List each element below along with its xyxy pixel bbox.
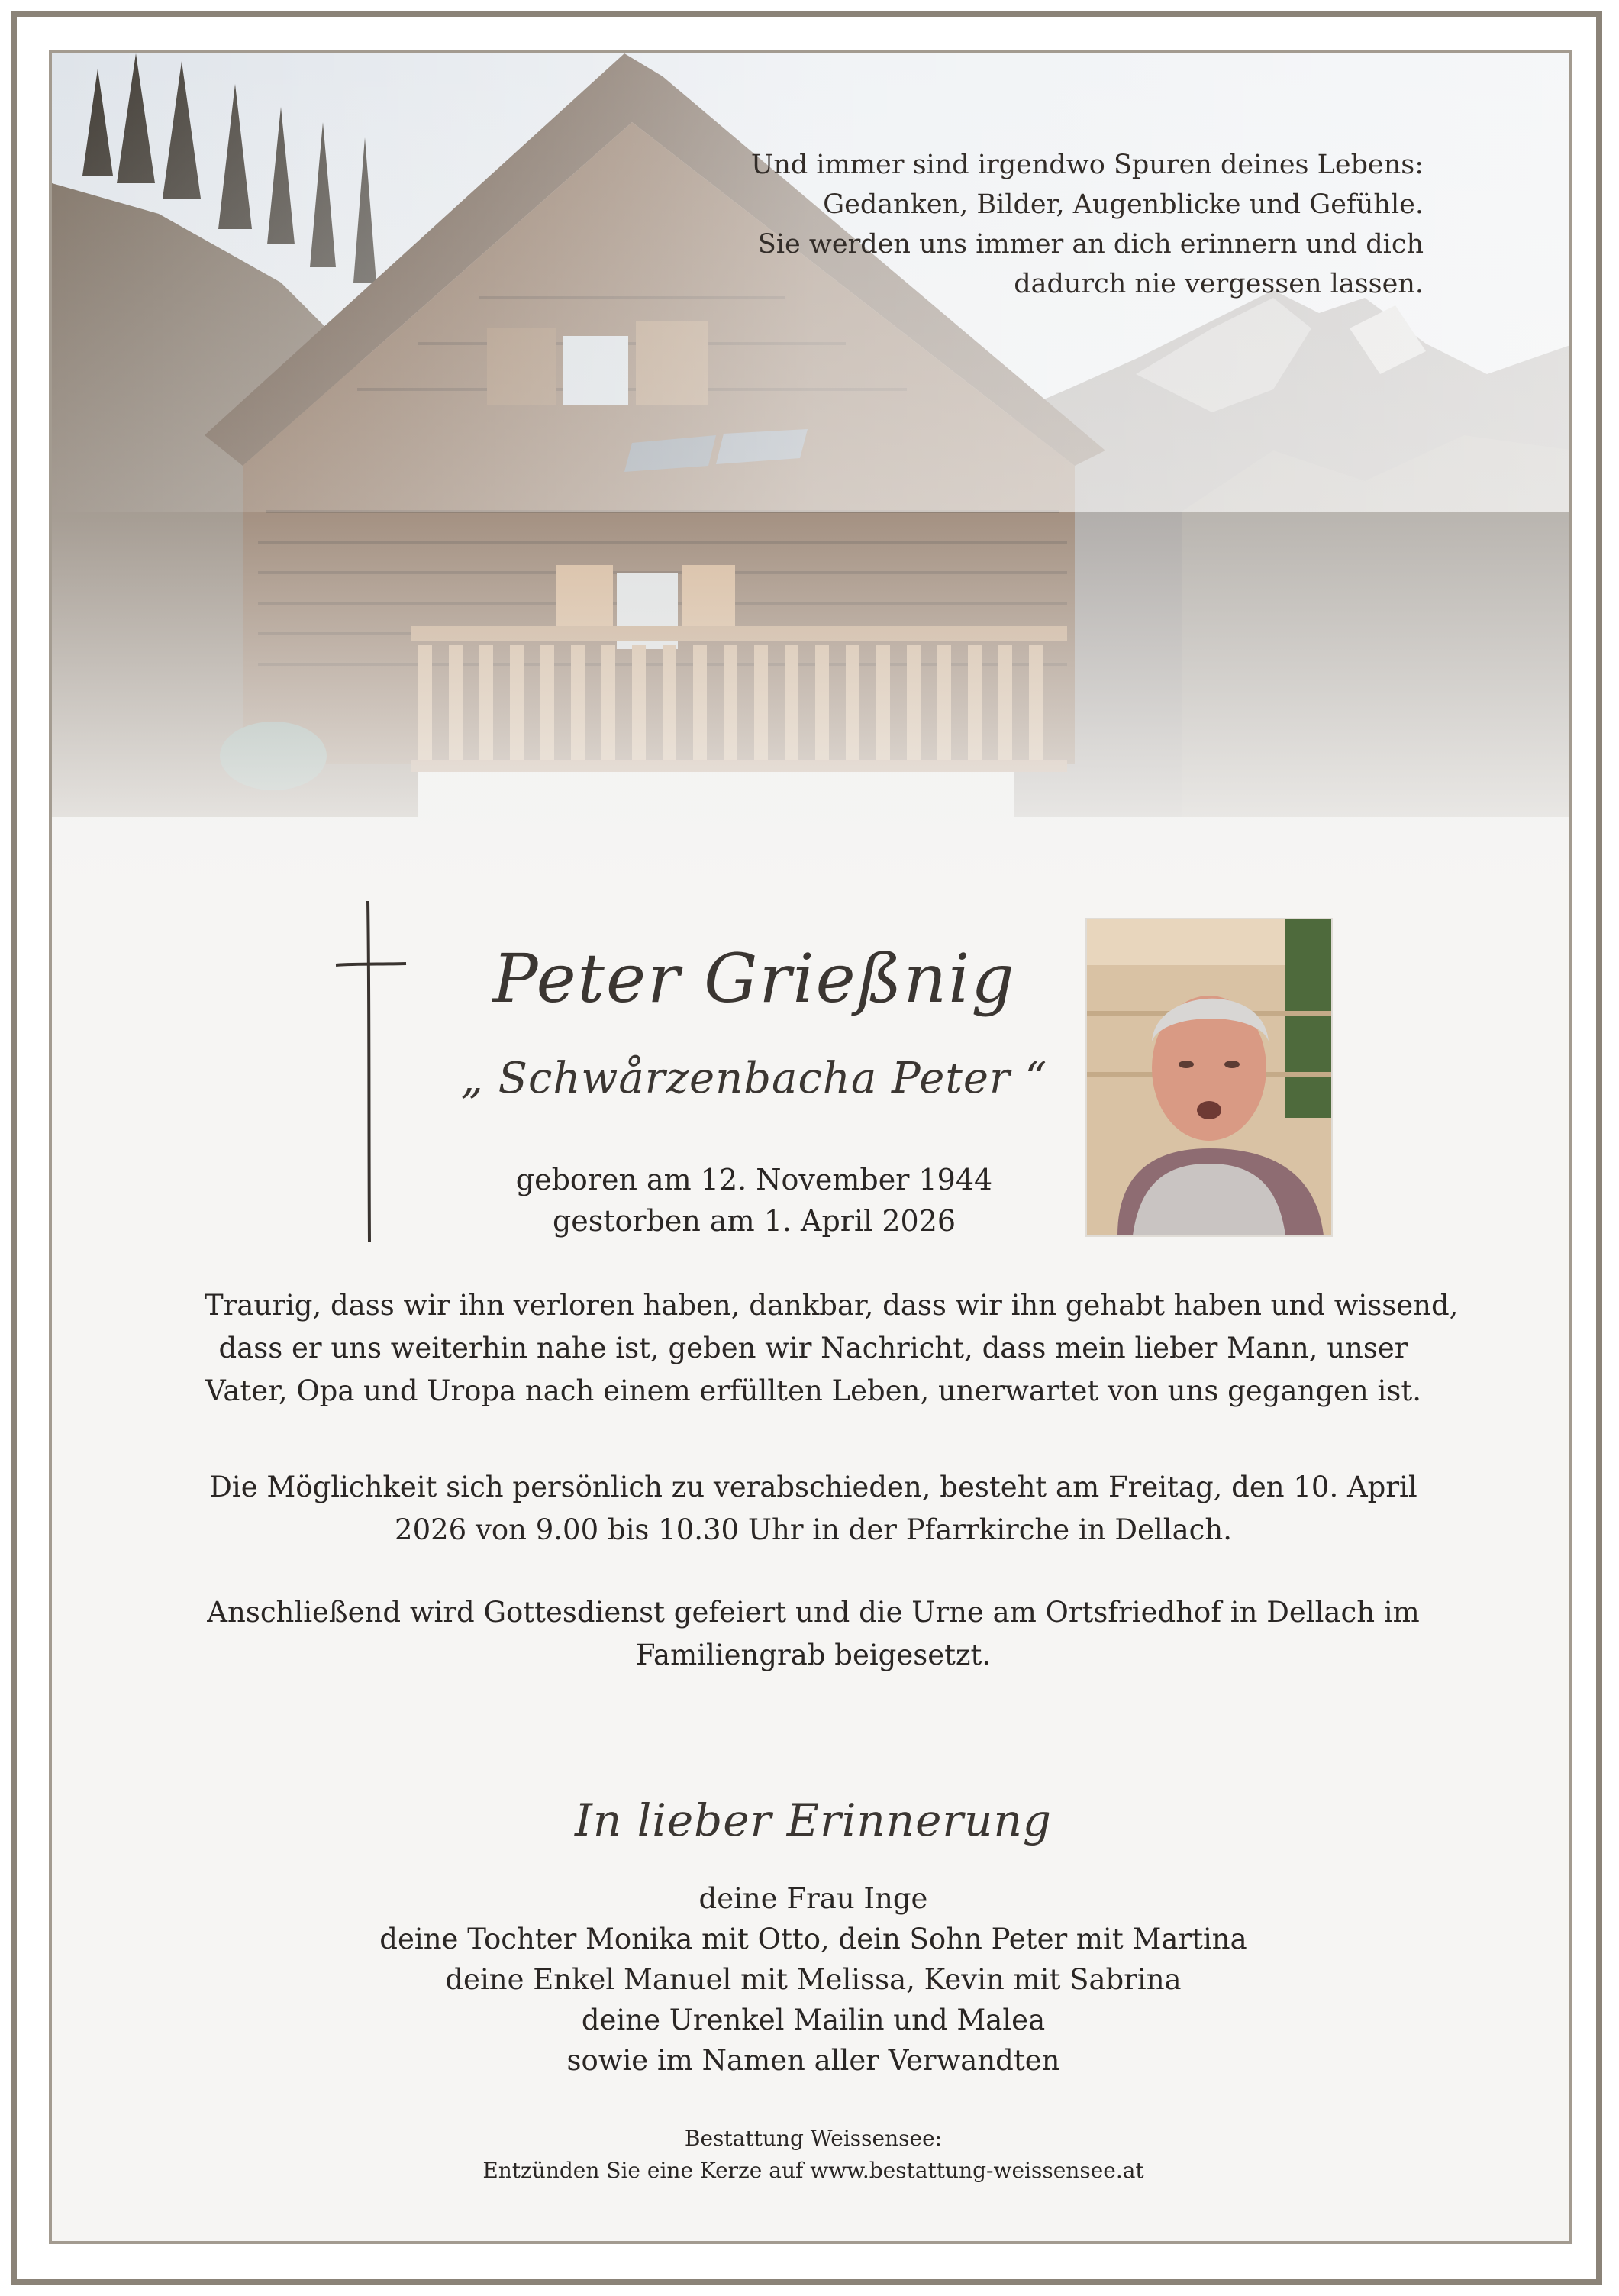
burial-text <box>205 1591 1422 1677</box>
quote-line: Gedanken, Bilder, Augenblicke und Gefühle. <box>823 189 1424 220</box>
deceased-name: Peter Grießnig <box>492 939 1016 1018</box>
memorial-quote <box>737 145 1424 304</box>
footer-candle-link[interactable]: Entzünden Sie eine Kerze auf www.bestattung-weissensee.at <box>482 2158 1144 2183</box>
family-line: sowie im Namen aller Verwandten <box>566 2044 1060 2077</box>
announcement-text <box>205 1284 1459 1413</box>
birth-date: geboren am 12. November 1944 <box>515 1163 993 1196</box>
family-line: deine Tochter Monika mit Otto, dein Sohn Peter mit Martina <box>379 1923 1247 1955</box>
family-list <box>281 1878 1346 2081</box>
burial-line: Anschließend wird Gottesdienst gefeiert und die Urne am Ortsfriedhof in Dellach im <box>207 1596 1420 1629</box>
quote-line: Und immer sind irgendwo Spuren deines Lebens: <box>750 150 1424 180</box>
footer <box>281 2123 1346 2187</box>
farewell-text <box>205 1466 1422 1552</box>
memory-title: In lieber Erinnerung <box>575 1794 1052 1846</box>
footer-funeral-home: Bestattung Weissensee: <box>684 2126 943 2151</box>
life-dates <box>434 1159 1075 1242</box>
burial-line: Familiengrab beigesetzt. <box>635 1639 992 1671</box>
quote-line: dadurch nie vergessen lassen. <box>1014 269 1424 299</box>
farewell-line: Die Möglichkeit sich persönlich zu verabschieden, besteht am Freitag, den 10. April <box>209 1471 1417 1503</box>
death-date: gestorben am 1. April 2026 <box>552 1204 956 1238</box>
family-line: deine Frau Inge <box>698 1882 928 1915</box>
announcement-line: Traurig, dass wir ihn verloren haben, dankbar, dass wir ihn gehabt haben und wissend, <box>205 1289 1459 1322</box>
quote-line: Sie werden uns immer an dich erinnern und dich <box>757 229 1424 260</box>
portrait-photo <box>1085 918 1333 1237</box>
family-line: deine Enkel Manuel mit Melissa, Kevin mit Sabrina <box>445 1963 1182 1996</box>
announcement-line: dass er uns weiterhin nahe ist, geben wir Nachricht, dass mein lieber Mann, unser <box>218 1332 1408 1364</box>
family-line: deine Urenkel Mailin und Malea <box>581 2004 1046 2036</box>
card <box>49 50 1572 2244</box>
deceased-nickname: „ Schwårzenbacha Peter “ <box>460 1054 1048 1103</box>
announcement-line: Vater, Opa und Uropa nach einem erfüllten Leben, unerwartet von uns gegangen ist. <box>205 1374 1421 1407</box>
farewell-line: 2026 von 9.00 bis 10.30 Uhr in der Pfarrkirche in Dellach. <box>395 1513 1232 1546</box>
